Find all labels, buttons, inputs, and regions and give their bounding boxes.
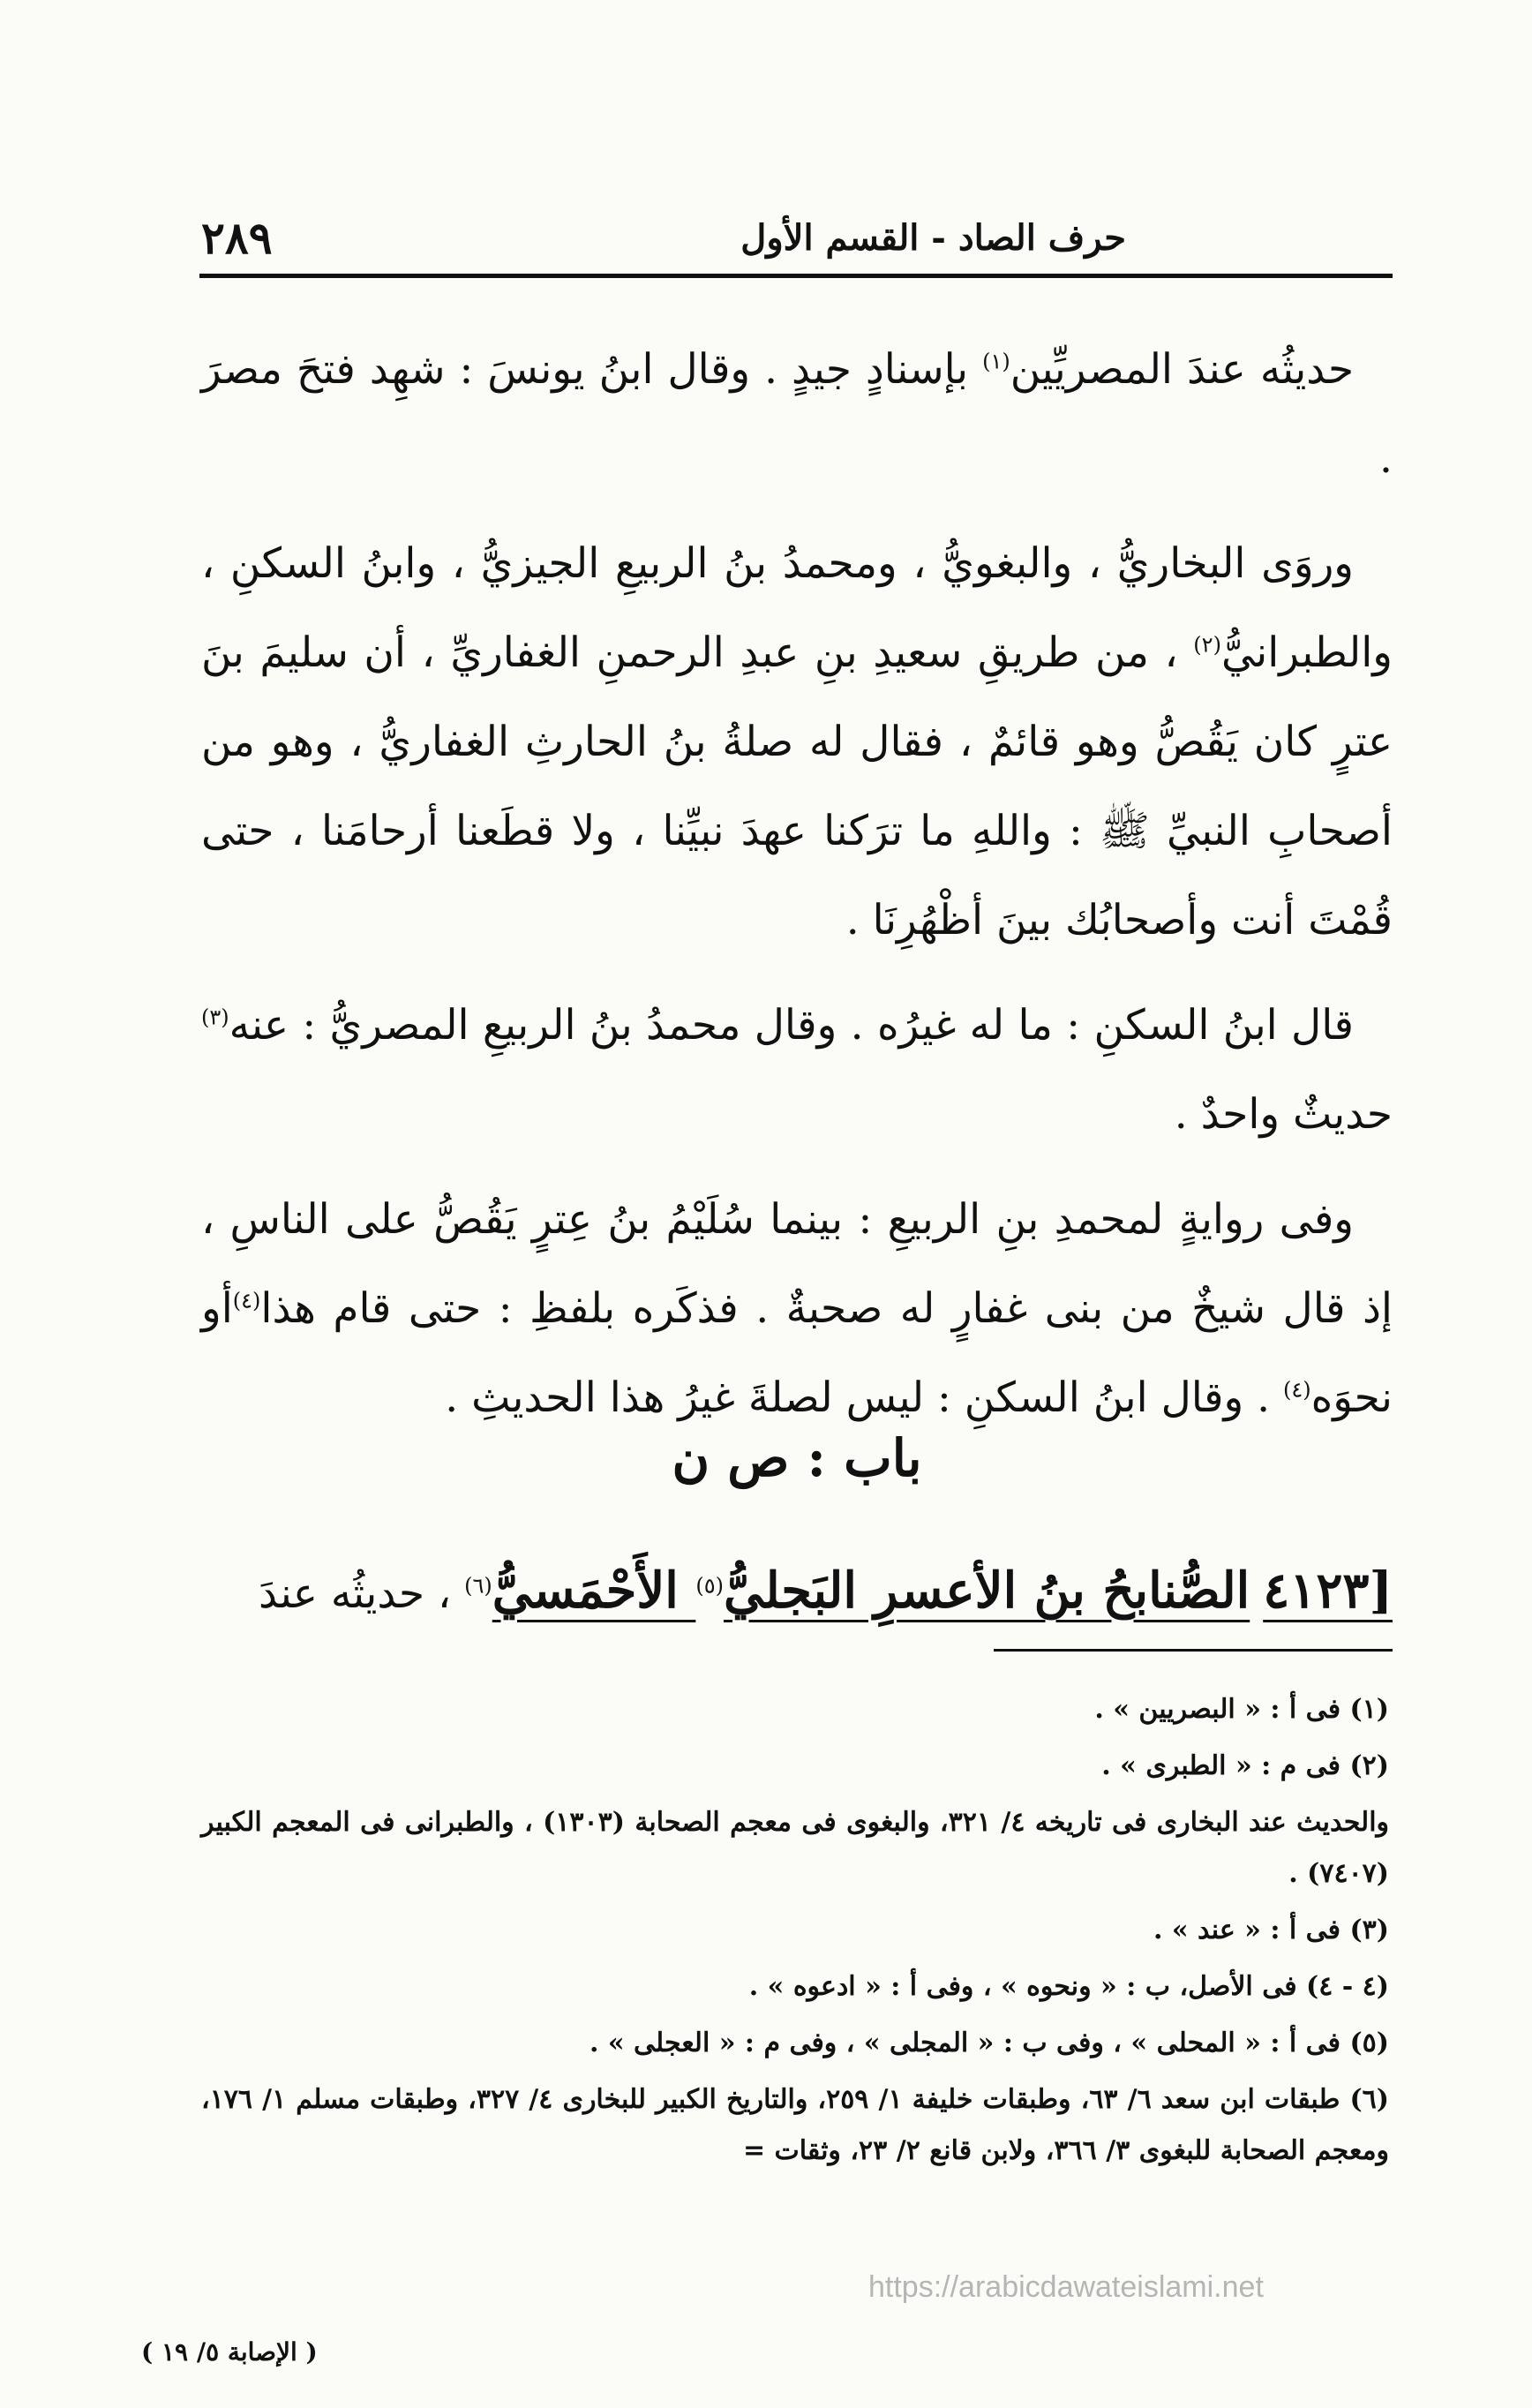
footnote-ref-4-close[interactable]: (٤)	[1283, 1377, 1311, 1403]
footnotes	[201, 1684, 1389, 2182]
paragraph-1-text-b: بإسنادٍ جيدٍ . وقال ابنُ يونسَ : شهِد فتحَ مصرَ .	[201, 345, 1393, 483]
page-number: ٢٨٩	[201, 212, 273, 264]
volume-marker: ( الإصابة ٥/ ١٩ )	[141, 2337, 318, 2367]
footnote-ref-2[interactable]: (٢)	[1193, 632, 1221, 658]
paragraph-3-text-a: قال ابنُ السكنِ : ما له غيرُه . وقال محمدُ بنُ الربيعِ المصريُّ : عنه	[229, 1001, 1354, 1050]
entry-name-part-b: الأَحْمَسيُّ	[492, 1561, 696, 1620]
paragraph-4-text-a: وفى روايةٍ لمحمدِ بنِ الربيعِ : بينما سُلَيْمُ بنُ عِترٍ يَقُصُّ على الناسِ ، إذ قال شيخٌ من بنى غفارٍ له صحبةٌ . فذكَره بلفظِ : حتى قام هذا	[201, 1195, 1393, 1333]
header-divider	[199, 274, 1393, 278]
paragraph-2	[201, 519, 1393, 965]
paragraph-4-text-c: . وقال ابنُ السكنِ : ليس لصلةَ غيرُ هذا الحديثِ .	[445, 1373, 1284, 1422]
footnote-6: (٦) طبقات ابن سعد ٦/ ٦٣، وطبقات خليفة ١/ ٢٥٩، والتاريخ الكبير للبخارى ٤/ ٣٢٧، وطبقات مسلم ١/ ١٧٦، ومعجم الصحابة للبغوى ٣/ ٣٦٦، ولابن قانع ٢/ ٢٣، وثقات =	[201, 2084, 1389, 2166]
paragraph-3	[201, 981, 1393, 1159]
paragraph-1	[201, 325, 1393, 503]
footnote-5: (٥) فى أ : « المحلى » ، وفى ب : « المجلى » ، وفى م : « العجلى » .	[589, 2028, 1389, 2058]
main-text	[201, 325, 1393, 1458]
paragraph-2-text-a: وروَى البخاريُّ ، والبغويُّ ، ومحمدُ بنُ الربيعِ الجيزيُّ ، وابنُ السكنِ ، والطبرانيُّ	[201, 539, 1393, 677]
footnote-ref-6[interactable]: (٦)	[464, 1573, 492, 1599]
paragraph-4-text-b: أو نحوَه	[201, 1284, 1393, 1422]
entry-tail: ، حديثُه عندَ	[259, 1569, 465, 1618]
running-header	[201, 212, 1391, 274]
footnote-ref-3[interactable]: (٣)	[201, 1005, 229, 1030]
footnote-4: (٤ - ٤) فى الأصل، ب : « ونحوه » ، وفى أ : « ادعوه » .	[748, 1971, 1389, 2002]
entry-name-part-a: الصُّنابحُ بنُ الأعسرِ البَجليُّ	[724, 1561, 1250, 1620]
entry-number: [٤١٢٣	[1263, 1561, 1393, 1620]
footnote-ref-1[interactable]: (١)	[982, 349, 1010, 374]
paragraph-4	[201, 1175, 1393, 1442]
paragraph-3-text-b: حديثٌ واحدٌ .	[1174, 1090, 1393, 1139]
watermark-url: https://arabicdawateislami.net	[868, 2270, 1264, 2304]
footnote-1: (١) فى أ : « البصريين » .	[1094, 1694, 1389, 1725]
running-header-title: حرف الصاد - القسم الأول	[740, 217, 1126, 259]
footnote-3: (٣) فى أ : « عند » .	[1153, 1915, 1389, 1945]
paragraph-2-text-b: ، من طريقِ سعيدِ بنِ عبدِ الرحمنِ الغفاريِّ ، أن سليمَ بنَ عترٍ كان يَقُصُّ وهو قائمٌ ، فقال له صلةُ بنُ الحارثِ الغفاريُّ ، وهو من أصحابِ النبيِّ ﷺ : واللهِ ما ترَكنا عهدَ نبيِّنا ، ولا قطَعنا أرحامَنا ، حتى قُمْتَ أنت وأصحابُك بينَ أظْهُرِنَا .	[201, 628, 1393, 944]
paragraph-1-text-a: حديثُه عندَ المصريِّين	[1010, 345, 1355, 394]
footnote-ref-5[interactable]: (٥)	[695, 1573, 724, 1599]
footnote-ref-4-open[interactable]: (٤)	[232, 1288, 261, 1313]
chapter-heading: باب : ص ن	[672, 1428, 922, 1488]
footnote-divider	[994, 1649, 1393, 1652]
biography-entry	[201, 1546, 1393, 1638]
footnote-2: (٢) فى م : « الطبرى » .	[1101, 1750, 1389, 1781]
footnote-2-note: والحديث عند البخارى فى تاريخه ٤/ ٣٢١، والبغوى فى معجم الصحابة (١٣٠٣) ، والطبرانى فى المعجم الكبير (٧٤٠٧) .	[201, 1807, 1390, 1889]
